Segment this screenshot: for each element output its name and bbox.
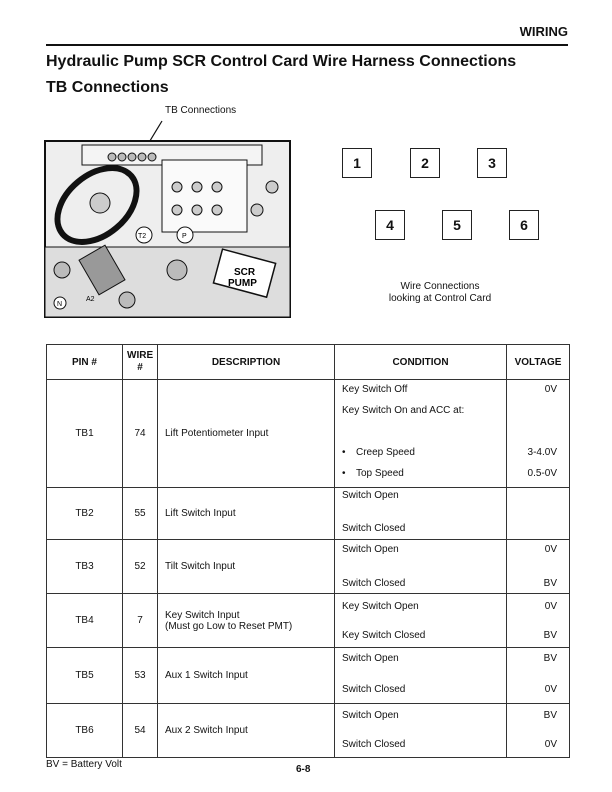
footnote: BV = Battery Volt: [46, 759, 122, 770]
table-row: [47, 704, 570, 758]
table-header: [47, 345, 570, 380]
voltage-cell: [507, 380, 570, 488]
header-wire-text: WIRE #: [127, 350, 154, 373]
bullet-icon: •: [342, 468, 346, 479]
wire-cell: 52: [123, 540, 158, 594]
description-cell: Aux 1 Switch Input: [158, 648, 335, 704]
description-cell: Tilt Switch Input: [158, 540, 335, 594]
condition-line: Key Switch Closed: [342, 630, 426, 641]
pin-cell: TB6: [47, 704, 123, 758]
pin-cell: TB5: [47, 648, 123, 704]
bullet-icon: •: [342, 447, 346, 458]
table-row: [47, 488, 570, 540]
voltage-value: 0V: [544, 384, 557, 395]
page-subtitle: TB Connections: [46, 79, 169, 96]
caption-line: looking at Control Card: [388, 293, 492, 304]
wire-cell: 53: [123, 648, 158, 704]
condition-line: Switch Closed: [342, 523, 406, 534]
condition-line: Switch Closed: [342, 739, 406, 750]
condition-line: Switch Open: [342, 544, 399, 555]
pin-cell: TB2: [47, 488, 123, 540]
scr-label: SCR: [234, 267, 256, 278]
condition-line: Switch Closed: [342, 578, 406, 589]
pin-box-6: 6: [509, 210, 539, 240]
voltage-value: 0V: [544, 601, 557, 612]
condition-line: Top Speed: [356, 468, 404, 479]
voltage-cell: [507, 648, 570, 704]
condition-cell: [335, 704, 507, 758]
wire-cell: 7: [123, 594, 158, 648]
condition-cell: [335, 380, 507, 488]
section-header: WIRING: [519, 24, 568, 39]
table-row: [47, 648, 570, 704]
voltage-value: 0V: [544, 544, 557, 555]
pin-cell: TB4: [47, 594, 123, 648]
caption-line: Wire Connections: [400, 281, 480, 292]
condition-cell: [335, 488, 507, 540]
pin-cell: TB1: [47, 380, 123, 488]
pin-box-3: 3: [477, 148, 507, 178]
description-cell: Lift Potentiometer Input: [158, 380, 335, 488]
p-label: P: [182, 233, 187, 240]
pin-box-4: 4: [375, 210, 405, 240]
voltage-cell: [507, 488, 570, 540]
a2-label: A2: [86, 296, 95, 303]
header-rule: [46, 44, 568, 46]
description-line: (Must go Low to Reset PMT): [165, 620, 293, 632]
description-cell: [158, 594, 335, 648]
n-label: N: [57, 301, 63, 308]
pin-cell: TB3: [47, 540, 123, 594]
condition-cell: [335, 540, 507, 594]
condition-line: Creep Speed: [356, 447, 415, 458]
wire-cell: 55: [123, 488, 158, 540]
voltage-value: BV: [543, 710, 557, 721]
voltage-value: 3-4.0V: [527, 447, 557, 458]
header-voltage: VOLTAGE: [507, 345, 570, 380]
description-cell: Aux 2 Switch Input: [158, 704, 335, 758]
voltage-value: 0.5-0V: [527, 468, 557, 479]
voltage-cell: [507, 594, 570, 648]
pin-box-5: 5: [442, 210, 472, 240]
description-line: Key Switch Input: [165, 609, 240, 621]
pin-box-2: 2: [410, 148, 440, 178]
t2-label: T2: [138, 233, 147, 240]
header-condition: CONDITION: [335, 345, 507, 380]
voltage-value: BV: [543, 653, 557, 664]
condition-line: Key Switch Off: [342, 384, 408, 395]
condition-line: Switch Open: [342, 490, 399, 501]
control-card-diagram: [42, 115, 294, 321]
condition-line: Key Switch On and ACC at:: [342, 405, 465, 416]
voltage-cell: [507, 540, 570, 594]
diagram-callout: TB Connections: [165, 105, 237, 116]
wire-cell: 54: [123, 704, 158, 758]
voltage-value: BV: [543, 630, 557, 641]
diagram-caption: [370, 281, 510, 305]
pin-box-1: 1: [342, 148, 372, 178]
condition-cell: [335, 594, 507, 648]
voltage-value: 0V: [544, 684, 557, 695]
voltage-value: BV: [543, 578, 557, 589]
table-row: [47, 540, 570, 594]
condition-line: Switch Open: [342, 710, 399, 721]
header-pin: PIN #: [47, 345, 123, 380]
page-title: Hydraulic Pump SCR Control Card Wire Harness Connections: [46, 53, 517, 70]
pump-label: PUMP: [228, 278, 257, 289]
header-wire: [123, 345, 158, 380]
description-cell: Lift Switch Input: [158, 488, 335, 540]
voltage-cell: [507, 704, 570, 758]
table-row: [47, 594, 570, 648]
table-row: [47, 380, 570, 488]
voltage-value: 0V: [544, 739, 557, 750]
wire-cell: 74: [123, 380, 158, 488]
condition-line: Switch Closed: [342, 684, 406, 695]
page-number: 6-8: [296, 764, 311, 775]
condition-line: Switch Open: [342, 653, 399, 664]
header-description: DESCRIPTION: [158, 345, 335, 380]
tb-connections-table: [46, 344, 570, 758]
condition-cell: [335, 648, 507, 704]
condition-line: Key Switch Open: [342, 601, 419, 612]
